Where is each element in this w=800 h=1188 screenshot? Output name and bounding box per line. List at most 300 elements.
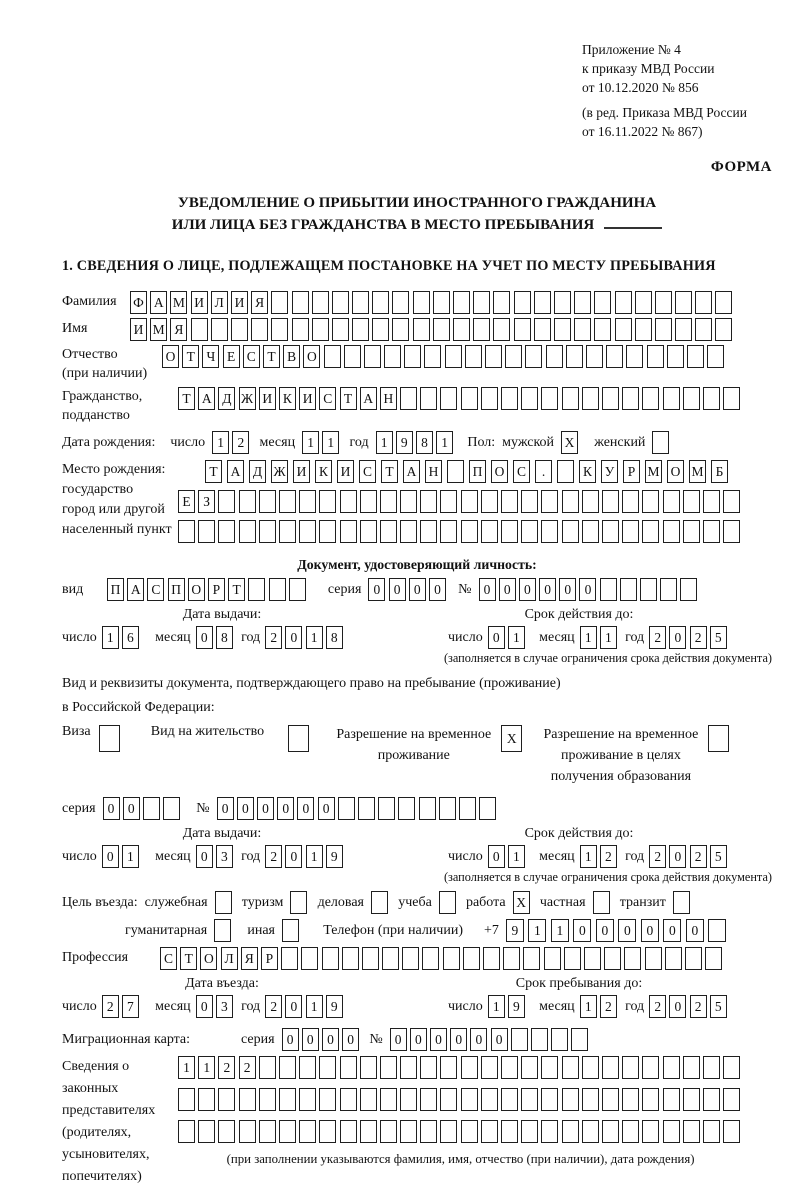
char-box[interactable] [562,1088,579,1111]
char-box[interactable]: 0 [196,626,213,649]
char-box[interactable] [501,1120,518,1143]
char-box[interactable]: 1 [212,431,229,454]
char-box[interactable]: П [168,578,185,601]
char-box[interactable] [288,725,309,752]
char-box[interactable]: 2 [649,995,666,1018]
char-box[interactable] [501,1056,518,1079]
char-box[interactable] [683,387,700,410]
char-box[interactable]: С [513,460,530,483]
char-box[interactable] [514,318,531,341]
char-box[interactable] [292,318,309,341]
char-box[interactable] [647,345,664,368]
char-box[interactable]: 1 [436,431,453,454]
char-box[interactable] [420,1088,437,1111]
char-box[interactable] [461,1088,478,1111]
char-box[interactable] [340,1056,357,1079]
char-box[interactable]: О [188,578,205,601]
char-box[interactable]: 2 [265,995,282,1018]
char-box[interactable]: 1 [322,431,339,454]
char-box[interactable] [178,1120,195,1143]
char-box[interactable] [485,345,502,368]
char-box[interactable]: А [150,291,167,314]
char-box[interactable] [340,490,357,513]
char-box[interactable] [259,490,276,513]
char-box[interactable]: 0 [573,919,591,942]
char-box[interactable] [319,490,336,513]
char-box[interactable] [400,520,417,543]
char-box[interactable] [479,797,496,820]
char-box[interactable]: X [513,891,530,914]
char-box[interactable]: З [198,490,215,513]
char-box[interactable]: 0 [196,845,213,868]
char-box[interactable] [606,345,623,368]
char-box[interactable] [523,947,540,970]
char-box[interactable]: 1 [580,626,597,649]
char-box[interactable] [279,520,296,543]
char-box[interactable] [392,318,409,341]
char-box[interactable] [602,520,619,543]
char-box[interactable] [259,1088,276,1111]
char-box[interactable] [715,318,732,341]
char-box[interactable]: 3 [216,995,233,1018]
char-box[interactable]: Н [380,387,397,410]
char-box[interactable] [534,291,551,314]
char-box[interactable] [594,318,611,341]
char-box[interactable] [259,1120,276,1143]
char-box[interactable] [723,490,740,513]
char-box[interactable]: . [535,460,552,483]
char-box[interactable] [420,1056,437,1079]
char-box[interactable] [218,520,235,543]
char-box[interactable]: 1 [302,431,319,454]
char-box[interactable] [703,520,720,543]
char-box[interactable]: О [200,947,217,970]
char-box[interactable]: М [150,318,167,341]
char-box[interactable] [534,318,551,341]
char-box[interactable] [481,1056,498,1079]
char-box[interactable]: 8 [216,626,233,649]
char-box[interactable] [143,797,160,820]
char-box[interactable] [299,1120,316,1143]
char-box[interactable] [602,1088,619,1111]
char-box[interactable]: 2 [649,845,666,868]
char-box[interactable]: 3 [216,845,233,868]
char-box[interactable]: Т [205,460,222,483]
char-box[interactable] [292,291,309,314]
char-box[interactable]: 5 [710,845,727,868]
char-box[interactable] [453,291,470,314]
char-box[interactable] [422,947,439,970]
char-box[interactable] [501,520,518,543]
char-box[interactable] [562,1056,579,1079]
char-box[interactable] [501,490,518,513]
char-box[interactable]: 1 [508,626,525,649]
char-box[interactable]: 2 [232,431,249,454]
char-box[interactable]: 1 [306,626,323,649]
char-box[interactable] [642,1056,659,1079]
char-box[interactable] [372,291,389,314]
char-box[interactable] [279,1120,296,1143]
char-box[interactable] [582,387,599,410]
char-box[interactable] [420,490,437,513]
char-box[interactable] [191,318,208,341]
char-box[interactable] [708,919,726,942]
char-box[interactable]: Т [180,947,197,970]
char-box[interactable] [324,345,341,368]
char-box[interactable] [541,490,558,513]
char-box[interactable] [352,318,369,341]
char-box[interactable] [683,1056,700,1079]
char-box[interactable] [571,1028,588,1051]
char-box[interactable] [473,291,490,314]
char-box[interactable]: Е [223,345,240,368]
char-box[interactable]: И [293,460,310,483]
char-box[interactable]: 0 [491,1028,508,1051]
char-box[interactable]: 2 [690,626,707,649]
char-box[interactable] [652,431,669,454]
char-box[interactable] [440,1056,457,1079]
char-box[interactable] [663,520,680,543]
char-box[interactable] [604,947,621,970]
char-box[interactable] [642,520,659,543]
char-box[interactable]: В [283,345,300,368]
char-box[interactable] [541,387,558,410]
char-box[interactable]: 0 [409,578,426,601]
char-box[interactable] [521,1056,538,1079]
char-box[interactable]: 0 [663,919,681,942]
char-box[interactable] [360,520,377,543]
char-box[interactable] [380,1088,397,1111]
char-box[interactable] [239,1088,256,1111]
char-box[interactable]: 9 [396,431,413,454]
char-box[interactable]: И [231,291,248,314]
char-box[interactable]: Я [170,318,187,341]
char-box[interactable]: Т [381,460,398,483]
char-box[interactable] [282,919,299,942]
char-box[interactable] [360,1056,377,1079]
char-box[interactable] [483,947,500,970]
char-box[interactable] [299,520,316,543]
char-box[interactable] [259,1056,276,1079]
char-box[interactable]: 9 [506,919,524,942]
char-box[interactable]: Е [178,490,195,513]
char-box[interactable]: 1 [508,845,525,868]
char-box[interactable]: 5 [710,995,727,1018]
char-box[interactable] [708,725,729,752]
char-box[interactable]: 0 [539,578,556,601]
char-box[interactable] [564,947,581,970]
char-box[interactable] [602,1056,619,1079]
char-box[interactable] [360,1120,377,1143]
char-box[interactable] [525,345,542,368]
char-box[interactable]: К [315,460,332,483]
char-box[interactable] [642,387,659,410]
char-box[interactable]: 0 [559,578,576,601]
char-box[interactable] [211,318,228,341]
char-box[interactable] [586,345,603,368]
char-box[interactable]: 0 [410,1028,427,1051]
char-box[interactable]: 1 [122,845,139,868]
char-box[interactable] [493,291,510,314]
char-box[interactable] [400,1088,417,1111]
char-box[interactable]: X [501,725,522,752]
char-box[interactable]: 1 [488,995,505,1018]
char-box[interactable]: 0 [217,797,234,820]
char-box[interactable] [683,520,700,543]
char-box[interactable] [420,387,437,410]
char-box[interactable] [198,520,215,543]
char-box[interactable] [680,578,697,601]
char-box[interactable]: А [360,387,377,410]
char-box[interactable]: Т [228,578,245,601]
char-box[interactable] [340,1120,357,1143]
char-box[interactable] [99,725,120,752]
char-box[interactable] [622,520,639,543]
char-box[interactable]: 0 [499,578,516,601]
char-box[interactable]: А [403,460,420,483]
char-box[interactable]: 0 [123,797,140,820]
char-box[interactable]: У [601,460,618,483]
char-box[interactable] [352,291,369,314]
char-box[interactable]: 0 [389,578,406,601]
char-box[interactable]: 2 [690,995,707,1018]
char-box[interactable]: С [243,345,260,368]
char-box[interactable]: 1 [528,919,546,942]
char-box[interactable]: М [170,291,187,314]
char-box[interactable] [443,947,460,970]
char-box[interactable] [655,318,672,341]
char-box[interactable] [231,318,248,341]
char-box[interactable] [218,490,235,513]
char-box[interactable] [481,490,498,513]
char-box[interactable] [301,947,318,970]
char-box[interactable] [695,291,712,314]
char-box[interactable]: 0 [237,797,254,820]
char-box[interactable] [463,947,480,970]
char-box[interactable]: Д [218,387,235,410]
char-box[interactable]: С [319,387,336,410]
char-box[interactable]: 9 [326,995,343,1018]
char-box[interactable]: 1 [306,845,323,868]
char-box[interactable] [521,520,538,543]
char-box[interactable]: 6 [122,626,139,649]
char-box[interactable] [640,578,657,601]
char-box[interactable] [413,318,430,341]
char-box[interactable]: 0 [618,919,636,942]
char-box[interactable] [574,318,591,341]
char-box[interactable] [338,797,355,820]
char-box[interactable]: 1 [580,845,597,868]
char-box[interactable]: 8 [416,431,433,454]
char-box[interactable] [602,490,619,513]
char-box[interactable] [707,345,724,368]
char-box[interactable] [371,891,388,914]
char-box[interactable] [660,578,677,601]
char-box[interactable] [362,947,379,970]
char-box[interactable] [439,797,456,820]
char-box[interactable]: Н [425,460,442,483]
char-box[interactable] [340,520,357,543]
char-box[interactable] [705,947,722,970]
char-box[interactable]: 0 [285,626,302,649]
char-box[interactable] [531,1028,548,1051]
char-box[interactable] [541,1088,558,1111]
char-box[interactable] [703,1056,720,1079]
char-box[interactable] [360,1088,377,1111]
char-box[interactable] [715,291,732,314]
char-box[interactable]: Д [249,460,266,483]
char-box[interactable] [424,345,441,368]
char-box[interactable]: 0 [342,1028,359,1051]
char-box[interactable] [541,1120,558,1143]
char-box[interactable] [624,947,641,970]
char-box[interactable]: О [491,460,508,483]
char-box[interactable]: О [303,345,320,368]
char-box[interactable]: 0 [470,1028,487,1051]
char-box[interactable]: 0 [479,578,496,601]
char-box[interactable] [459,797,476,820]
char-box[interactable] [447,460,464,483]
char-box[interactable]: Л [211,291,228,314]
char-box[interactable]: 0 [196,995,213,1018]
char-box[interactable]: Ч [202,345,219,368]
char-box[interactable] [420,1120,437,1143]
char-box[interactable] [655,291,672,314]
char-box[interactable] [400,1056,417,1079]
char-box[interactable] [723,1088,740,1111]
char-box[interactable] [667,345,684,368]
char-box[interactable]: 0 [322,1028,339,1051]
char-box[interactable] [622,490,639,513]
char-box[interactable] [582,490,599,513]
char-box[interactable] [312,318,329,341]
char-box[interactable]: И [337,460,354,483]
char-box[interactable] [584,947,601,970]
char-box[interactable] [420,520,437,543]
char-box[interactable] [380,1120,397,1143]
char-box[interactable] [384,345,401,368]
char-box[interactable] [461,520,478,543]
char-box[interactable] [382,947,399,970]
char-box[interactable]: Я [241,947,258,970]
char-box[interactable]: О [162,345,179,368]
char-box[interactable] [615,318,632,341]
char-box[interactable]: 1 [551,919,569,942]
char-box[interactable] [322,947,339,970]
char-box[interactable]: Т [178,387,195,410]
char-box[interactable] [400,387,417,410]
char-box[interactable] [663,1120,680,1143]
char-box[interactable]: 0 [257,797,274,820]
char-box[interactable]: 2 [218,1056,235,1079]
char-box[interactable] [344,345,361,368]
char-box[interactable] [440,490,457,513]
char-box[interactable] [551,1028,568,1051]
char-box[interactable]: 2 [265,845,282,868]
char-box[interactable]: И [191,291,208,314]
char-box[interactable] [582,1120,599,1143]
char-box[interactable]: 9 [508,995,525,1018]
char-box[interactable] [433,291,450,314]
char-box[interactable] [521,490,538,513]
char-box[interactable] [440,387,457,410]
char-box[interactable] [473,318,490,341]
char-box[interactable] [600,578,617,601]
char-box[interactable] [723,387,740,410]
char-box[interactable] [215,891,232,914]
char-box[interactable] [665,947,682,970]
char-box[interactable] [642,1120,659,1143]
char-box[interactable]: 1 [178,1056,195,1079]
char-box[interactable] [299,490,316,513]
char-box[interactable] [178,520,195,543]
char-box[interactable]: 0 [277,797,294,820]
char-box[interactable] [218,1120,235,1143]
char-box[interactable] [642,1088,659,1111]
char-box[interactable] [404,345,421,368]
char-box[interactable]: Ж [271,460,288,483]
char-box[interactable] [501,1088,518,1111]
char-box[interactable] [663,1056,680,1079]
char-box[interactable]: 2 [690,845,707,868]
char-box[interactable]: С [359,460,376,483]
char-box[interactable] [544,947,561,970]
char-box[interactable]: Р [208,578,225,601]
char-box[interactable] [440,520,457,543]
char-box[interactable] [541,520,558,543]
char-box[interactable]: 0 [669,626,686,649]
char-box[interactable]: 7 [122,995,139,1018]
char-box[interactable]: К [279,387,296,410]
char-box[interactable] [440,1088,457,1111]
char-box[interactable]: 5 [710,626,727,649]
char-box[interactable]: Ж [239,387,256,410]
char-box[interactable] [271,318,288,341]
char-box[interactable]: 2 [102,995,119,1018]
char-box[interactable] [622,1056,639,1079]
char-box[interactable] [562,520,579,543]
char-box[interactable] [602,1120,619,1143]
char-box[interactable] [615,291,632,314]
char-box[interactable] [461,387,478,410]
char-box[interactable] [673,891,690,914]
char-box[interactable] [582,1056,599,1079]
char-box[interactable] [554,291,571,314]
char-box[interactable] [481,1120,498,1143]
char-box[interactable] [271,291,288,314]
char-box[interactable] [687,345,704,368]
char-box[interactable] [445,345,462,368]
char-box[interactable] [251,318,268,341]
char-box[interactable]: 0 [285,845,302,868]
char-box[interactable] [402,947,419,970]
char-box[interactable]: 1 [376,431,393,454]
char-box[interactable]: И [259,387,276,410]
char-box[interactable] [198,1088,215,1111]
char-box[interactable] [279,490,296,513]
char-box[interactable] [289,578,306,601]
char-box[interactable] [481,387,498,410]
char-box[interactable] [299,1056,316,1079]
char-box[interactable] [461,490,478,513]
char-box[interactable]: П [107,578,124,601]
char-box[interactable]: 0 [450,1028,467,1051]
char-box[interactable]: 0 [429,578,446,601]
char-box[interactable] [521,1120,538,1143]
char-box[interactable] [332,291,349,314]
char-box[interactable]: С [147,578,164,601]
char-box[interactable]: А [198,387,215,410]
